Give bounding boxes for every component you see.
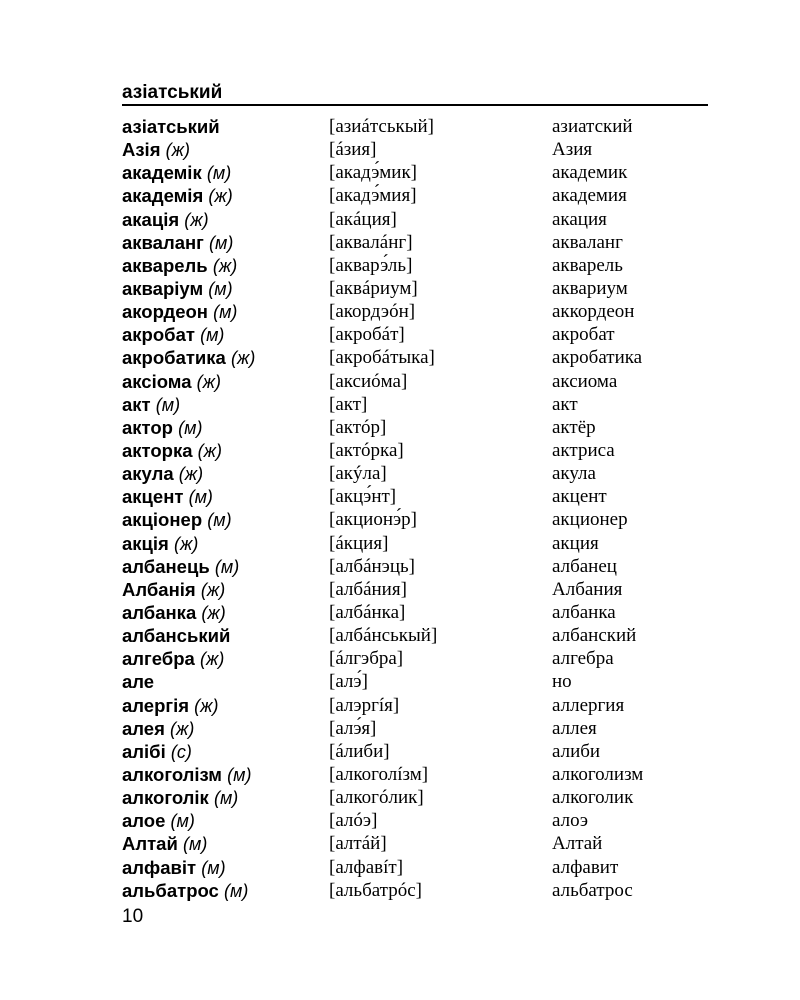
- ukrainian-headword: [122, 370, 221, 394]
- entry-row: [122, 254, 708, 277]
- entry-row: [122, 532, 708, 555]
- transcription: [алкогóлик]: [329, 787, 424, 809]
- russian-translation: албанский: [552, 625, 637, 647]
- entry-row: [122, 856, 708, 879]
- ukrainian-headword: [122, 231, 233, 255]
- russian-translation: Алтай: [552, 833, 603, 855]
- entry-row: [122, 231, 708, 254]
- headword-text: Албанія: [122, 578, 196, 600]
- russian-translation: аллея: [552, 717, 597, 739]
- gender-marker: (ж): [194, 695, 219, 716]
- russian-translation: акула: [552, 463, 596, 485]
- gender-marker: (м): [155, 394, 181, 415]
- transcription: [алтáй]: [329, 833, 387, 855]
- transcription: [аксиóма]: [329, 370, 408, 392]
- entry-row: [122, 462, 708, 485]
- headword-text: алея: [122, 717, 165, 739]
- russian-translation: Азия: [552, 139, 593, 161]
- ukrainian-headword: [122, 323, 224, 347]
- ukrainian-headword: [122, 138, 190, 162]
- gender-marker: (ж): [170, 718, 195, 739]
- running-header: [122, 80, 708, 106]
- russian-translation: албанец: [552, 555, 617, 577]
- ukrainian-headword: [122, 670, 154, 693]
- entry-row: [122, 184, 708, 207]
- entry-row: [122, 832, 708, 855]
- headword-text: акварель: [122, 254, 208, 276]
- ukrainian-headword: [122, 184, 233, 208]
- transcription: [алэ́я]: [329, 717, 377, 739]
- russian-translation: алиби: [552, 740, 601, 762]
- entry-row: [122, 485, 708, 508]
- ukrainian-headword: [122, 578, 225, 602]
- entry-row: [122, 624, 708, 647]
- ukrainian-headword: [122, 393, 180, 417]
- transcription: [акцэ́нт]: [329, 486, 397, 508]
- ukrainian-headword: [122, 879, 248, 903]
- headword-text: азіатський: [122, 116, 220, 137]
- entry-row: [122, 601, 708, 624]
- entry-row: [122, 740, 708, 763]
- entry-row: [122, 578, 708, 601]
- gender-marker: (м): [209, 232, 234, 253]
- ukrainian-headword: [122, 786, 238, 810]
- gender-marker: (м): [208, 278, 233, 299]
- entry-row: [122, 138, 708, 161]
- transcription: [актóрка]: [329, 439, 404, 461]
- russian-translation: алоэ: [552, 810, 588, 832]
- gender-marker: (м): [182, 834, 208, 855]
- headword-text: акробатика: [122, 347, 226, 369]
- entry-row: [122, 717, 708, 740]
- russian-translation: аквариум: [552, 277, 628, 299]
- ukrainian-headword: [122, 346, 255, 370]
- russian-translation: алгебра: [552, 648, 614, 670]
- ukrainian-headword: [122, 763, 251, 787]
- entry-row: [122, 555, 708, 578]
- headword-text: акваланг: [122, 231, 204, 253]
- russian-translation: актёр: [552, 416, 596, 438]
- gender-marker: (ж): [200, 579, 226, 600]
- transcription: [альбатрóс]: [329, 879, 422, 901]
- ukrainian-headword: [122, 717, 194, 741]
- gender-marker: (м): [213, 788, 239, 809]
- russian-translation: альбатрос: [552, 879, 633, 901]
- russian-translation: но: [552, 671, 572, 693]
- transcription: [албáнськый]: [329, 625, 438, 647]
- gender-marker: (м): [178, 417, 203, 438]
- header-word: азіатський: [122, 82, 223, 103]
- entry-row: [122, 115, 708, 138]
- russian-translation: акварель: [552, 254, 623, 276]
- russian-translation: аккордеон: [552, 301, 635, 323]
- entry-row: [122, 763, 708, 786]
- transcription: [áзия]: [329, 139, 377, 161]
- ukrainian-headword: [122, 277, 233, 301]
- russian-translation: актриса: [552, 439, 615, 461]
- headword-text: альбатрос: [122, 879, 219, 901]
- headword-text: Азія: [122, 139, 161, 161]
- headword-text: алібі: [122, 740, 166, 762]
- ukrainian-headword: [122, 115, 220, 138]
- transcription: [алфавíт]: [329, 856, 404, 878]
- russian-translation: акробат: [552, 324, 615, 346]
- gender-marker: (ж): [208, 186, 233, 207]
- gender-marker: (м): [223, 880, 249, 901]
- headword-text: акторка: [122, 439, 193, 461]
- headword-text: академік: [122, 162, 202, 184]
- russian-translation: аллергия: [552, 694, 625, 716]
- russian-translation: Албания: [552, 578, 623, 600]
- gender-marker: (ж): [184, 209, 209, 230]
- gender-marker: (м): [207, 510, 232, 531]
- headword-text: алгебра: [122, 648, 195, 670]
- russian-translation: алкоголизм: [552, 763, 644, 785]
- transcription: [алкоголíзм]: [329, 763, 429, 785]
- headword-text: акт: [122, 393, 151, 415]
- headword-text: алое: [122, 810, 166, 832]
- entry-row: [122, 647, 708, 670]
- transcription: [акционэ́р]: [329, 509, 417, 531]
- ukrainian-headword: [122, 532, 198, 556]
- ukrainian-headword: [122, 416, 202, 440]
- ukrainian-headword: [122, 208, 209, 232]
- russian-translation: акционер: [552, 509, 628, 531]
- ukrainian-headword: [122, 740, 192, 764]
- russian-translation: акт: [552, 393, 578, 415]
- transcription: [акордэóн]: [329, 301, 416, 323]
- russian-translation: акробатика: [552, 347, 643, 369]
- russian-translation: академия: [552, 185, 627, 207]
- ukrainian-headword: [122, 809, 195, 833]
- gender-marker: (ж): [201, 602, 226, 623]
- gender-marker: (с): [170, 741, 192, 762]
- gender-marker: (ж): [197, 440, 223, 461]
- ukrainian-headword: [122, 601, 226, 625]
- transcription: [áлиби]: [329, 740, 390, 762]
- transcription: [азиáтськый]: [329, 116, 434, 137]
- entry-row: [122, 393, 708, 416]
- gender-marker: (м): [206, 163, 232, 184]
- ukrainian-headword: [122, 161, 231, 185]
- headword-text: але: [122, 671, 155, 693]
- headword-text: аксіома: [122, 370, 192, 392]
- ukrainian-headword: [122, 555, 239, 579]
- transcription: [акробáт]: [329, 324, 405, 346]
- transcription: [аквáриум]: [329, 277, 418, 299]
- entry-row: [122, 416, 708, 439]
- headword-text: актор: [122, 416, 173, 438]
- entry-list: [122, 115, 708, 902]
- headword-text: акробат: [122, 324, 195, 346]
- entry-row: [122, 694, 708, 717]
- page-number: 10: [122, 906, 144, 927]
- transcription: [албáнэць]: [329, 555, 415, 577]
- transcription: [албáнка]: [329, 601, 406, 623]
- transcription: [áлгэбра]: [329, 648, 404, 670]
- transcription: [акварэ́ль]: [329, 254, 413, 276]
- russian-translation: акцент: [552, 486, 607, 508]
- entry-row: [122, 208, 708, 231]
- headword-text: алкоголік: [122, 787, 209, 809]
- russian-translation: алкоголик: [552, 787, 634, 809]
- entry-row: [122, 300, 708, 323]
- ukrainian-headword: [122, 439, 222, 463]
- transcription: [акýла]: [329, 463, 387, 485]
- headword-text: акціонер: [122, 509, 203, 531]
- gender-marker: (ж): [199, 649, 225, 670]
- entry-row: [122, 809, 708, 832]
- gender-marker: (ж): [178, 464, 204, 485]
- entry-row: [122, 786, 708, 809]
- headword-text: акція: [122, 532, 169, 554]
- headword-text: алергія: [122, 694, 190, 716]
- ukrainian-headword: [122, 856, 226, 880]
- ukrainian-headword: [122, 647, 224, 671]
- ukrainian-headword: [122, 300, 237, 324]
- headword-text: акваріум: [122, 277, 204, 299]
- entry-row: [122, 277, 708, 300]
- russian-translation: акция: [552, 532, 599, 554]
- entry-row: [122, 439, 708, 462]
- headword-text: акула: [122, 463, 174, 485]
- gender-marker: (ж): [196, 371, 222, 392]
- gender-marker: (м): [188, 487, 213, 508]
- gender-marker: (ж): [174, 533, 199, 554]
- transcription: [аквалáнг]: [329, 231, 413, 253]
- transcription: [акадэ́мик]: [329, 162, 418, 184]
- russian-translation: азиатский: [552, 116, 633, 137]
- headword-text: албанець: [122, 555, 210, 577]
- gender-marker: (м): [214, 556, 240, 577]
- ukrainian-headword: [122, 624, 230, 647]
- entry-row: [122, 346, 708, 369]
- transcription: [актóр]: [329, 416, 387, 438]
- ukrainian-headword: [122, 485, 213, 509]
- russian-translation: албанка: [552, 601, 616, 623]
- transcription: [акробáтыка]: [329, 347, 435, 369]
- gender-marker: (м): [200, 325, 225, 346]
- gender-marker: (м): [201, 857, 226, 878]
- russian-translation: аксиома: [552, 370, 618, 392]
- transcription: [албáния]: [329, 578, 407, 600]
- gender-marker: (м): [227, 764, 252, 785]
- headword-text: академія: [122, 185, 204, 207]
- transcription: [алэ́]: [329, 671, 368, 693]
- transcription: [акáция]: [329, 208, 397, 230]
- ukrainian-headword: [122, 832, 207, 856]
- gender-marker: (ж): [231, 348, 256, 369]
- entry-row: [122, 161, 708, 184]
- russian-translation: академик: [552, 162, 628, 184]
- headword-text: албанський: [122, 625, 231, 647]
- transcription: [алэргíя]: [329, 694, 400, 716]
- headword-text: алкоголізм: [122, 763, 222, 785]
- ukrainian-headword: [122, 462, 203, 486]
- entry-row: [122, 670, 708, 693]
- headword-text: албанка: [122, 601, 197, 623]
- ukrainian-headword: [122, 694, 219, 718]
- russian-translation: акация: [552, 208, 607, 230]
- gender-marker: (ж): [212, 255, 238, 276]
- entry-row: [122, 323, 708, 346]
- transcription: [акт]: [329, 393, 368, 415]
- entry-row: [122, 508, 708, 531]
- russian-translation: акваланг: [552, 231, 623, 253]
- headword-text: Алтай: [122, 833, 178, 855]
- gender-marker: (м): [170, 811, 195, 832]
- entry-row: [122, 879, 708, 902]
- ukrainian-headword: [122, 254, 237, 278]
- ukrainian-headword: [122, 508, 232, 532]
- russian-translation: алфавит: [552, 856, 619, 878]
- headword-text: алфавіт: [122, 856, 197, 878]
- headword-text: акація: [122, 208, 180, 230]
- gender-marker: (м): [213, 302, 238, 323]
- transcription: [алóэ]: [329, 810, 378, 832]
- entry-row: [122, 370, 708, 393]
- transcription: [áкция]: [329, 532, 389, 554]
- gender-marker: (ж): [165, 140, 191, 161]
- transcription: [акадэ́мия]: [329, 185, 417, 207]
- headword-text: акордеон: [122, 301, 208, 323]
- headword-text: акцент: [122, 486, 184, 508]
